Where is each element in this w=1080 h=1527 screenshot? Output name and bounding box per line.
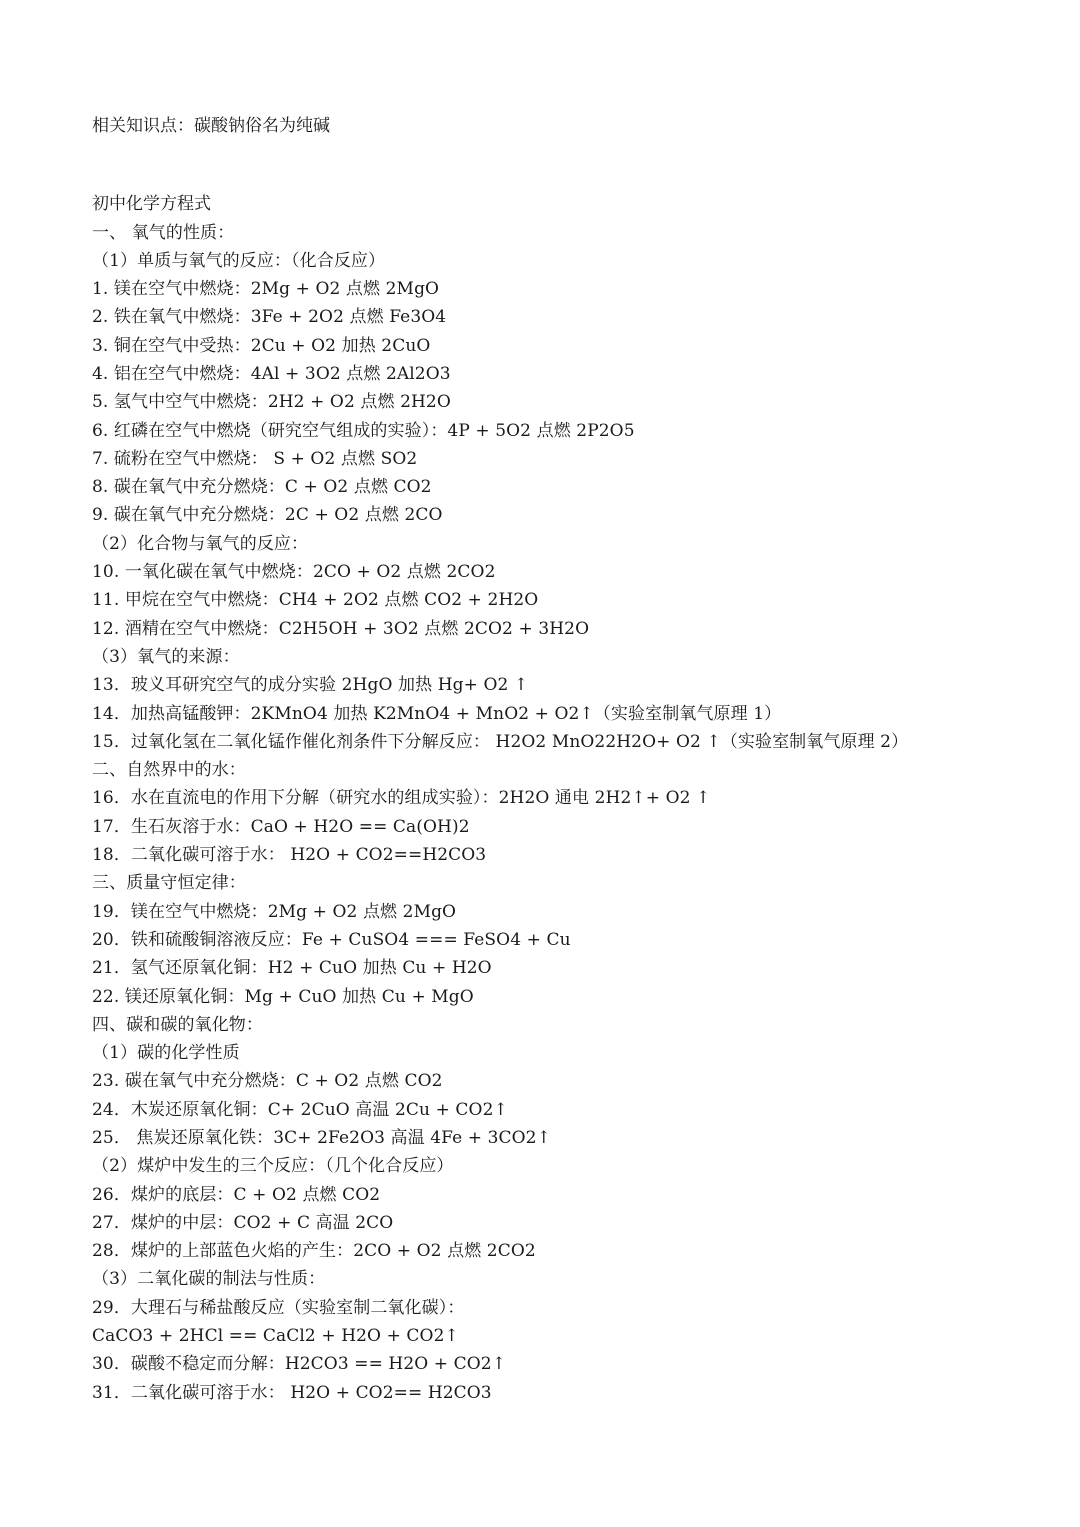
equation-line: 9. 碳在氧气中充分燃烧：2C + O2 点燃 2CO [92, 505, 443, 526]
equation-line: 4. 铝在空气中燃烧：4Al + 3O2 点燃 2Al2O3 [92, 363, 451, 384]
equation-line: 31．二氧化碳可溶于水： H2O + CO2== H2CO3 [92, 1382, 492, 1403]
equation-line: 5. 氢气中空气中燃烧：2H2 + O2 点燃 2H2O [92, 392, 451, 413]
equation-line: 22. 镁还原氧化铜：Mg + CuO 加热 Cu + MgO [92, 986, 474, 1007]
equation-line: 13．玻义耳研究空气的成分实验 2HgO 加热 Hg+ O2 ↑ [92, 675, 529, 696]
equation-line: （3）氧气的来源： [92, 646, 240, 667]
equation-line: 二、自然界中的水： [92, 760, 246, 781]
equation-line: 10. 一氧化碳在氧气中燃烧：2CO + O2 点燃 2CO2 [92, 562, 496, 583]
equation-line: 15．过氧化氢在二氧化锰作催化剂条件下分解反应： H2O2 MnO22H2O+ O2 ↑（实验室制氧气原理 2） [92, 731, 909, 752]
equation-line: 17．生石灰溶于水：CaO + H2O == Ca(OH)2 [92, 816, 470, 837]
equation-line: 2. 铁在氧气中燃烧：3Fe + 2O2 点燃 Fe3O4 [92, 307, 447, 328]
equation-line: 29．大理石与稀盐酸反应（实验室制二氧化碳）： [92, 1297, 465, 1318]
equation-line: 16．水在直流电的作用下分解（研究水的组成实验）：2H2O 通电 2H2↑+ O2 ↑ [92, 788, 711, 809]
equation-list [92, 219, 908, 1407]
equation-line: 1. 镁在空气中燃烧：2Mg + O2 点燃 2MgO [92, 279, 440, 300]
equation-line: 8. 碳在氧气中充分燃烧：C + O2 点燃 CO2 [92, 477, 432, 498]
equation-line: 一、 氧气的性质： [92, 222, 235, 243]
equation-line: （2）化合物与氧气的反应： [92, 533, 309, 554]
document-title: 初中化学方程式 [92, 194, 211, 214]
equation-line: 26．煤炉的底层：C + O2 点燃 CO2 [92, 1184, 381, 1205]
equation-line: （1）单质与氧气的反应：（化合反应） [92, 250, 386, 271]
equation-line: 20．铁和硫酸铜溶液反应：Fe + CuSO4 === FeSO4 + Cu [92, 929, 571, 950]
equation-line: CaCO3 + 2HCl == CaCl2 + H2O + CO2↑ [92, 1326, 459, 1347]
equation-line: 四、碳和碳的氧化物： [92, 1014, 263, 1035]
equation-line: 23. 碳在氧气中充分燃烧：C + O2 点燃 CO2 [92, 1071, 443, 1092]
equation-line: 3. 铜在空气中受热：2Cu + O2 加热 2CuO [92, 335, 431, 356]
equation-line: 11. 甲烷在空气中燃烧：CH4 + 2O2 点燃 CO2 + 2H2O [92, 590, 539, 611]
equation-line: 28．煤炉的上部蓝色火焰的产生：2CO + O2 点燃 2CO2 [92, 1241, 536, 1262]
equation-line: 27．煤炉的中层：CO2 + C 高温 2CO [92, 1212, 394, 1233]
equation-line: 19．镁在空气中燃烧：2Mg + O2 点燃 2MgO [92, 901, 457, 922]
equation-line: 三、质量守恒定律： [92, 873, 246, 894]
equation-line: 14．加热高锰酸钾：2KMnO4 加热 K2MnO4 + MnO2 + O2↑（实验室制氧气原理 1） [92, 703, 782, 724]
equation-line: 24．木炭还原氧化铜：C+ 2CuO 高温 2Cu + CO2↑ [92, 1099, 508, 1120]
equation-line: 21．氢气还原氧化铜：H2 + CuO 加热 Cu + H2O [92, 958, 492, 979]
equation-line: 18．二氧化碳可溶于水： H2O + CO2==H2CO3 [92, 845, 487, 866]
equation-line: （1）碳的化学性质 [92, 1043, 240, 1064]
equation-line: 12. 酒精在空气中燃烧：C2H5OH + 3O2 点燃 2CO2 + 3H2O [92, 618, 590, 639]
equation-line: 30．碳酸不稳定而分解：H2CO3 == H2O + CO2↑ [92, 1354, 507, 1375]
equation-line: 25． 焦炭还原氧化铁：3C+ 2Fe2O3 高温 4Fe + 3CO2↑ [92, 1128, 551, 1148]
equation-line: 7. 硫粉在空气中燃烧： S + O2 点燃 SO2 [92, 448, 418, 469]
equation-line: （2）煤炉中发生的三个反应：（几个化合反应） [92, 1156, 454, 1177]
equation-line: （3）二氧化碳的制法与性质： [92, 1269, 326, 1290]
related-knowledge-note: 相关知识点：碳酸钠俗名为纯碱 [92, 116, 330, 136]
equation-line: 6. 红磷在空气中燃烧（研究空气组成的实验）：4P + 5O2 点燃 2P2O5 [92, 420, 635, 441]
